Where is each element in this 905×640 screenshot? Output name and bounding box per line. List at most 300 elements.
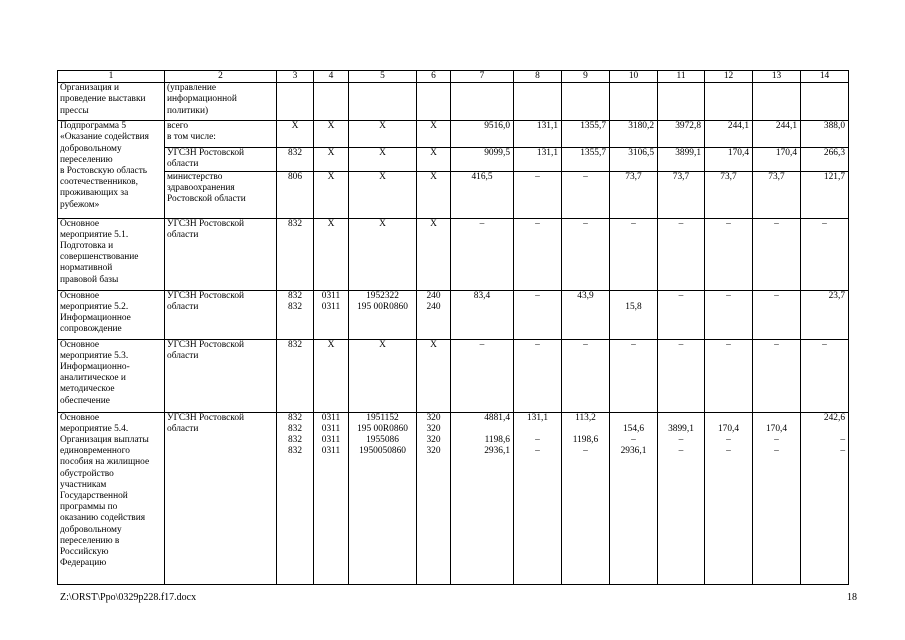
cell-line: области [167,229,199,240]
table-cell [451,290,514,339]
table-cell [658,148,705,171]
cell-line: Основное [60,218,100,229]
cell-line: – [726,290,731,301]
cell-line: 15,8 [625,301,642,312]
cell-line: мероприятие 5.2. [60,301,129,312]
cell-line: 23,7 [828,290,845,301]
cell-line: Информационно- [60,362,130,373]
table-cell [705,412,753,584]
table-cell [705,218,753,290]
cell-line: 1952322 [366,290,399,301]
cell-line: X [430,339,437,350]
cell-line: 83,4 [473,290,491,301]
cell-line: соотечественников, [60,177,138,188]
table-cell [705,148,753,171]
cell-line: 832 [287,290,303,301]
cell-line: УГСЗН Ростовской [167,412,245,423]
cell-line: 320 [426,423,441,434]
cell-line: переселению в [60,535,120,546]
table-cell [314,412,349,584]
cell-line: Федерацию [60,558,107,569]
cell-line: 131,1 [536,148,558,159]
row-subprogram5-health [58,171,849,218]
cell-line: 244,1 [727,121,749,132]
cell-line: – [774,435,779,445]
cell-line [755,413,798,424]
header-cell: 9 [562,71,610,83]
cell-line: 170,4 [765,423,788,434]
cell-line: 113,2 [575,412,596,423]
table-cell [801,121,849,148]
table-cell [58,83,165,121]
cell-line: 320 [426,435,441,446]
table-cell [349,412,417,584]
table-cell [801,148,849,171]
cell-line: области [167,423,199,434]
table-cell [658,412,705,584]
header-cell: 4 [314,71,349,83]
row-subprogram5-total [58,121,849,148]
cell-line: политики) [167,105,209,116]
cell-line: области [167,350,199,361]
cell-line: обеспечение [60,395,110,406]
table-cell [58,339,165,412]
cell-line: X [430,218,437,229]
cell-line: – [535,435,540,445]
cell-line: 170,4 [717,423,740,434]
table-cell [349,83,417,121]
table-cell [58,412,165,584]
table-cell [277,290,314,339]
table-cell [514,83,562,121]
table-cell [753,218,801,290]
cell-line: – [726,435,731,445]
cell-line: методическое [60,384,115,395]
cell-line: 832 [287,412,303,423]
cell-line: – [631,435,636,445]
cell-line: – [535,171,540,182]
cell-line [516,424,559,435]
cell-line: Ростовской области [167,194,246,205]
row-subprogram5-ugszn [58,148,849,171]
cell-line: мероприятие 5.1. [60,229,129,240]
cell-line: – [535,446,540,457]
cell-line: мероприятие 5.4. [60,423,129,434]
cell-line: 73,7 [720,171,737,182]
table-cell [801,290,849,339]
cell-line: 832 [287,446,303,457]
table-cell [562,121,610,148]
cell-line: 2936,1 [484,446,510,457]
cell-line: X [379,148,386,159]
table-cell [451,148,514,171]
row-measure-5-3 [58,339,849,412]
cell-line: Российскую [60,547,109,558]
cell-line: – [822,218,827,229]
cell-line: рубежом» [60,199,100,210]
table-cell [514,290,562,339]
cell-line: 4881,4 [484,412,510,423]
cell-line: X [430,148,437,159]
table-cell [417,218,451,290]
cell-line [803,424,845,435]
table-cell [349,148,417,171]
cell-line: пособия на жилищное [60,457,150,468]
cell-line: X [327,121,335,132]
cell-line: X [327,218,335,229]
header-cell: 12 [705,71,753,83]
table-cell [610,148,658,171]
table-cell [514,218,562,290]
cell-line: – [840,435,845,445]
cell-line: 1198,6 [484,435,510,445]
table-cell [610,339,658,412]
table-cell [314,218,349,290]
table-cell [514,412,562,584]
header-row [58,71,849,83]
table-cell [58,121,165,218]
cell-line: проживающих за [60,188,129,199]
cell-line: прессы [60,105,89,116]
cell-line: X [430,121,437,132]
cell-line: 0311 [321,446,341,457]
cell-line: Организация выплаты [60,435,149,446]
table-cell [562,83,610,121]
cell-line: добровольному [60,143,122,154]
cell-line: 832 [287,148,303,159]
cell-line: 266,3 [823,148,845,159]
cell-line: 1198,6 [572,435,599,445]
cell-line: X [327,171,335,182]
header-cell: 5 [349,71,417,83]
table-cell [165,121,277,148]
cell-line: Основное [60,412,100,423]
table-cell [417,83,451,121]
table-cell [753,290,801,339]
cell-line: 832 [287,301,303,312]
cell-line: – [774,339,779,350]
cell-line [453,424,510,435]
cell-line: УГСЗН Ростовской [167,339,245,350]
table-cell [562,148,610,171]
table-cell [610,218,658,290]
cell-line [707,413,750,424]
table-cell [277,412,314,584]
table-cell [801,339,849,412]
cell-line: – [583,218,588,229]
table-cell [753,121,801,148]
table-cell [753,339,801,412]
cell-line: 320 [426,446,441,457]
cell-line: – [726,339,731,350]
table-cell [417,148,451,171]
table-cell [165,339,277,412]
table-cell [801,83,849,121]
cell-line: всего [167,121,189,132]
cell-line: X [379,218,386,229]
table-cell [562,412,610,584]
cell-line: Основное [60,339,100,350]
cell-line: 832 [287,339,303,350]
cell-line: 244,1 [775,121,797,132]
table-cell [753,83,801,121]
table-cell [753,412,801,584]
cell-line: совершенствование [60,252,139,263]
table-cell [58,290,165,339]
cell-line: X [430,171,437,182]
cell-line: 1955086 [366,435,399,446]
cell-line: 195 00R0860 [357,301,408,312]
cell-line: 0311 [321,290,341,301]
table-cell [658,218,705,290]
table-cell [165,148,277,171]
cell-line: – [822,339,827,350]
cell-line: 0311 [321,301,341,312]
table-cell [610,412,658,584]
cell-line: – [479,218,485,229]
cell-line: 131,1 [526,412,549,423]
table-cell [705,121,753,148]
table-cell [658,290,705,339]
cell-line: 0311 [321,435,341,446]
table-cell [610,290,658,339]
table-cell [314,83,349,121]
table-cell [349,171,417,218]
header-cell: 1 [58,71,165,83]
cell-line: оказанию содействия [60,513,146,524]
cell-line: – [535,339,540,350]
cell-line: 240 [426,301,441,312]
cell-line: 3972,8 [675,121,701,132]
table-cell [801,218,849,290]
table-cell [705,339,753,412]
table-cell [165,171,277,218]
cell-line: X [379,171,386,182]
header-cell: 6 [417,71,451,83]
table-cell [451,83,514,121]
table-cell [705,171,753,218]
cell-line: 3180,2 [628,121,654,132]
cell-line: информационной [167,94,237,105]
cell-line: 1355,7 [580,148,606,159]
cell-line: X [291,121,299,132]
table-cell [165,83,277,121]
header-cell: 7 [451,71,514,83]
header-cell: 13 [753,71,801,83]
cell-line: – [678,290,684,301]
cell-line: – [774,218,779,229]
cell-line: программы по [60,502,118,513]
table-cell [417,171,451,218]
cell-line: Организация и [60,83,120,94]
cell-line: единовременного [60,446,130,457]
cell-line: 195 00R0860 [357,423,408,434]
table-cell [514,339,562,412]
cell-line: – [726,446,731,457]
table-cell [610,121,658,148]
table-cell [658,171,705,218]
table-cell [658,339,705,412]
table-cell [58,218,165,290]
cell-line: УГСЗН Ростовской [167,218,245,229]
cell-line: 121,7 [823,171,845,182]
cell-line: проведение выставки [60,94,146,105]
row-measure-5-4 [58,412,849,584]
table-cell [451,121,514,148]
cell-line: – [774,290,779,301]
cell-line: министерство [167,171,223,182]
cell-line: – [535,218,540,229]
cell-line: – [631,218,636,229]
cell-line: переселению [60,154,113,165]
table-cell [451,218,514,290]
cell-line: аналитическое и [60,373,126,384]
cell-line: сопровождение [60,324,122,335]
cell-line: 0311 [321,423,341,434]
cell-line: в Ростовскую область [60,166,148,177]
cell-line: 832 [287,435,303,446]
cell-line: УГСЗН Ростовской [167,290,245,301]
cell-line: – [678,446,684,457]
cell-line: 73,7 [625,171,642,182]
cell-line: 131,1 [536,121,558,132]
header-cell: 3 [277,71,314,83]
cell-line: 1951152 [366,412,399,423]
table-cell [277,218,314,290]
table-cell [753,171,801,218]
cell-line: правовой базы [60,274,119,285]
page-number: 18 [847,592,857,603]
table-cell [417,121,451,148]
table-cell [349,290,417,339]
budget-table [57,70,849,585]
cell-line: (управление [167,83,217,94]
table-cell [349,218,417,290]
table-cell [314,121,349,148]
table-cell [277,148,314,171]
cell-line: 9516,0 [484,121,510,132]
cell-line: 2936,1 [620,446,647,457]
cell-line: – [583,446,588,457]
cell-line: 416,5 [471,171,493,182]
cell-line: – [535,290,540,301]
cell-line: 388,0 [823,121,845,132]
cell-line [564,424,607,435]
table-cell [753,148,801,171]
cell-line: X [379,339,386,350]
header-cell: 8 [514,71,562,83]
cell-line: 43,9 [577,290,594,301]
cell-line: Подпрограмма 5 [60,121,127,132]
header-cell: 2 [165,71,277,83]
file-path: Z:\ORST\Ppo\0329p228.f17.docx [60,592,197,603]
cell-line: Государственной [60,491,128,502]
cell-line: «Оказание содействия [60,132,149,143]
cell-line: – [583,339,588,350]
table-cell [417,290,451,339]
table-cell [610,83,658,121]
cell-line: – [774,446,779,457]
table-cell [349,121,417,148]
cell-line: в том числе: [167,132,216,143]
header-cell: 10 [610,71,658,83]
table-cell [705,290,753,339]
cell-line: обустройство [60,468,114,479]
table-cell [165,290,277,339]
cell-line: Информационное [60,313,131,324]
row-measure-5-2 [58,290,849,339]
table-cell [705,83,753,121]
table-cell [562,290,610,339]
cell-line: Подготовка и [60,241,114,252]
cell-line [612,413,655,424]
table-cell [562,339,610,412]
table-cell [451,171,514,218]
cell-line: мероприятие 5.3. [60,350,129,361]
cell-line: 1355,7 [580,121,606,132]
cell-line: области [167,159,199,170]
cell-line: – [678,218,684,229]
table-cell [314,148,349,171]
header-cell: 11 [658,71,705,83]
cell-line: 170,4 [727,148,749,159]
cell-line: 73,7 [768,171,785,182]
table-cell [165,218,277,290]
table-cell [277,83,314,121]
table-cell [562,171,610,218]
table-cell [277,121,314,148]
cell-line: – [840,446,845,457]
cell-line: добровольному [60,524,122,535]
table-cell [801,412,849,584]
cell-line: 832 [287,218,303,229]
header-cell: 14 [801,71,849,83]
cell-line: X [379,121,386,132]
cell-line: 170,4 [775,148,797,159]
table-cell [417,339,451,412]
cell-line: области [167,301,199,312]
cell-line: 242,6 [823,412,845,423]
table-cell [610,171,658,218]
cell-line [660,413,702,424]
cell-line: участникам [60,479,107,490]
cell-line: – [631,339,636,350]
cell-line [612,291,655,302]
cell-line: – [583,171,588,182]
table-cell [658,121,705,148]
cell-line: 806 [287,171,303,182]
table-cell [165,412,277,584]
cell-line: 0311 [321,412,341,423]
table-cell [314,339,349,412]
table-cell [801,171,849,218]
table-cell [349,339,417,412]
table-cell [514,121,562,148]
cell-line: 832 [287,423,303,434]
cell-line: Основное [60,290,100,301]
table-cell [314,171,349,218]
cell-line: – [678,435,684,445]
row-measure-5-1 [58,218,849,290]
cell-line: 73,7 [672,171,690,182]
table-cell [314,290,349,339]
cell-line: 154,6 [622,423,645,434]
cell-line: X [327,148,335,159]
row-press [58,83,849,121]
cell-line: 1950050860 [359,446,406,457]
table-cell [658,83,705,121]
cell-line: – [678,339,684,350]
